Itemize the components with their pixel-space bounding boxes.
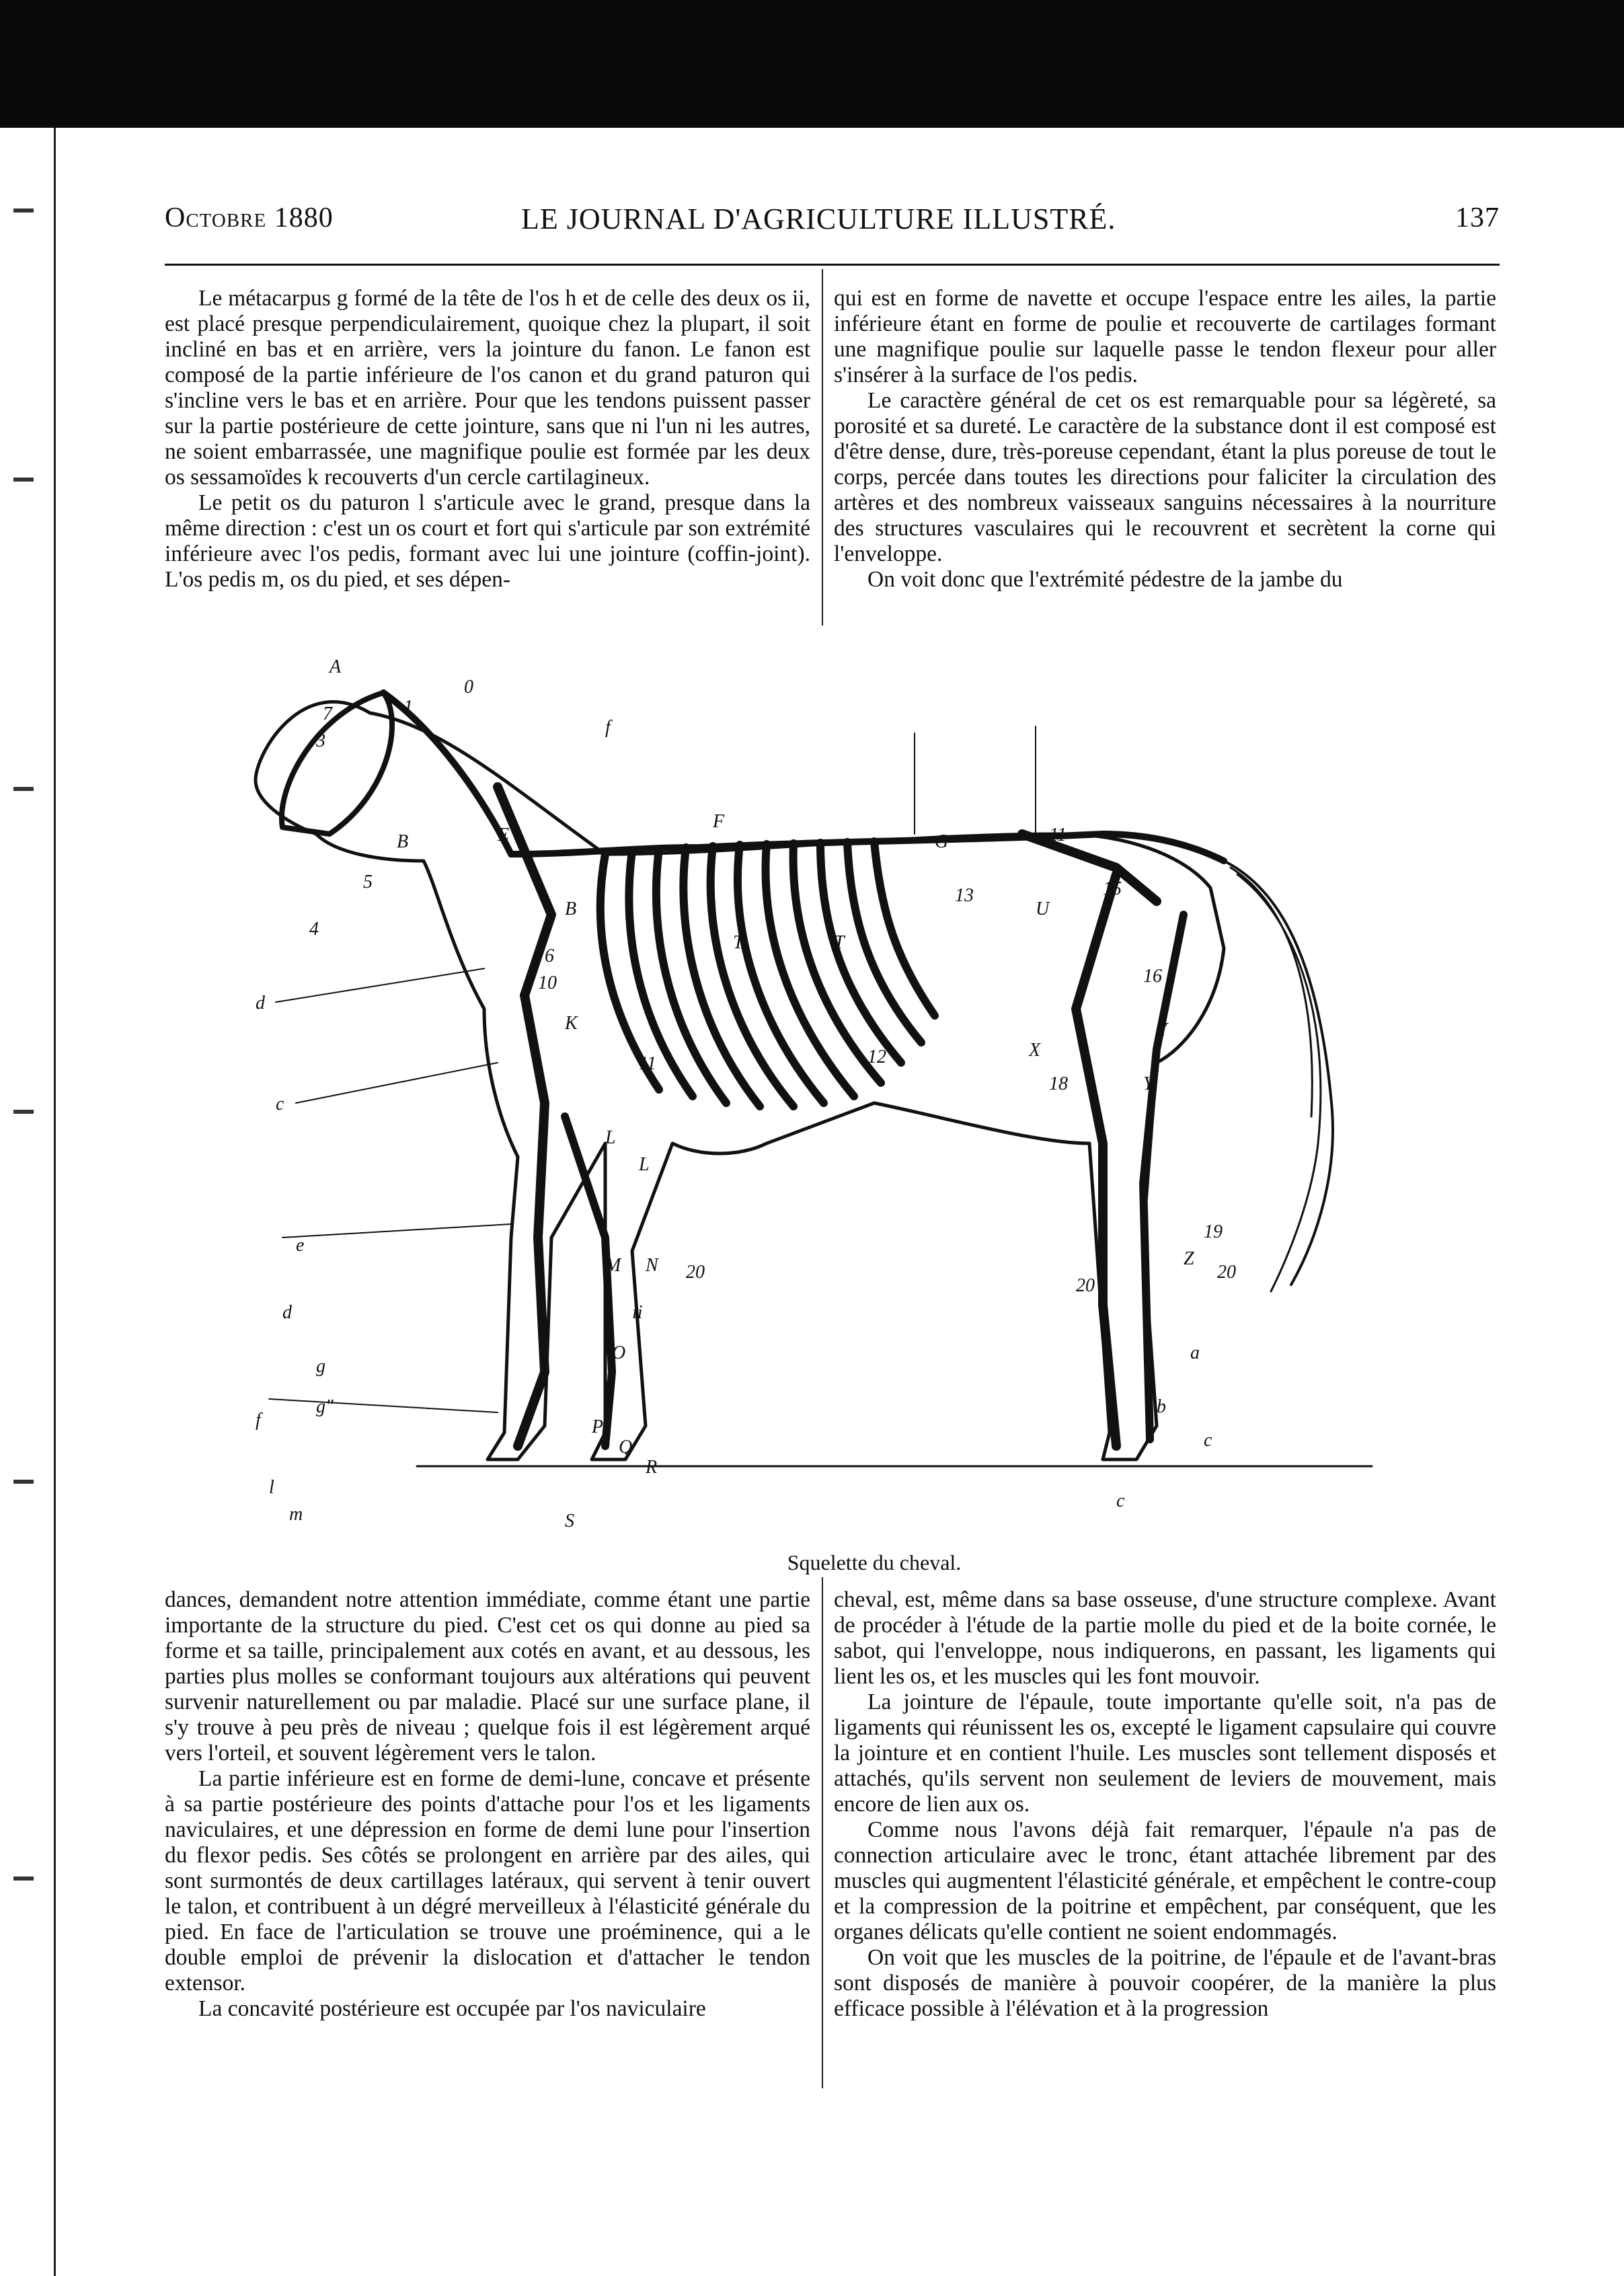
svg-text:ii: ii (632, 1302, 643, 1323)
hindleg-bones (1076, 874, 1116, 1446)
svg-text:16: 16 (1143, 966, 1162, 987)
figure-caption: Squelette du cheval. (787, 1550, 962, 1575)
svg-text:c: c (276, 1094, 284, 1114)
header-rule (165, 264, 1500, 266)
journal-title: LE JOURNAL D'AGRICULTURE ILLUSTRÉ. (521, 202, 1116, 235)
svg-text:10: 10 (538, 973, 557, 993)
svg-text:d: d (282, 1302, 292, 1323)
paragraph: cheval, est, même dans sa base osseuse, d'une structure complexe. Avant de procéder à l'étude de la partie molle du pied et de la boite cornée, le sabot, qui l'enveloppe, nous indiquerons, en passant, les ligaments qui lient les os, et les muscles qui les font mouvoir. (834, 1587, 1496, 1689)
svg-text:1: 1 (403, 697, 413, 718)
horse-skeleton-figure (229, 632, 1466, 1537)
svg-text:O: O (612, 1342, 626, 1363)
svg-text:b: b (1157, 1396, 1166, 1417)
svg-text:m: m (289, 1504, 303, 1525)
svg-text:15: 15 (1103, 878, 1122, 899)
svg-text:20: 20 (1217, 1262, 1236, 1283)
svg-text:B: B (397, 831, 409, 852)
svg-text:20: 20 (686, 1262, 705, 1283)
svg-text:5: 5 (363, 872, 373, 893)
svg-text:c: c (1116, 1490, 1125, 1511)
svg-text:a: a (1190, 1342, 1200, 1363)
svg-text:e: e (296, 1235, 305, 1256)
svg-text:19: 19 (1204, 1221, 1223, 1242)
header-date: Octobre 1880 (165, 202, 334, 233)
paragraph: On voit donc que l'extrémité pédestre de la jambe du (867, 567, 1343, 592)
scapula (498, 787, 551, 995)
paragraph: La jointure de l'épaule, toute importante qu'elle soit, n'a pas de ligaments qui réunissent les os, excepté le ligament capsulaire qui couvre la jointure et en contient l'huile. Les muscles sont tellement disposés et attachés, qu'ils servent non seulement de leviers de mouvement, mais encore de lien aux os. (834, 1690, 1496, 1817)
svg-text:T: T (834, 932, 845, 953)
svg-text:11: 11 (639, 1053, 656, 1074)
scan-left-edge (0, 128, 56, 2276)
svg-text:R: R (646, 1457, 658, 1478)
svg-text:A: A (330, 656, 342, 677)
paragraph: Le petit os du paturon l s'articule avec le grand, presque dans la même direction : c'est un os court et fort qui s'articule par son extrémité inférieure avec l'os pedis, formant avec lui une jointure (coffin-joint). L'os pedis m, os du pied, et ses dépen- (165, 490, 811, 592)
column-divider (822, 269, 823, 625)
svg-text:F: F (713, 811, 725, 832)
svg-text:20: 20 (1076, 1275, 1095, 1296)
svg-text:l: l (269, 1477, 274, 1498)
svg-text:g": g" (316, 1396, 334, 1417)
paragraph: Le métacarpus g formé de la tête de l'os h et de celle des deux os ii, est placé presque perpendiculairement, quoique chez la plupart, il soit incliné en bas et en arrière, vers la jointure du fanon. Le fanon est composé de la partie inférieure de l'os canon et du grand paturon qui s'incline vers le bas et en arrière. Pour que les tendons puissent passer sur la partie postérieure de cette jointure, sans que ni l'un ni les autres, ne soient embarrassée, une magnifique poulie est formée par les deux os sessamoïdes k recouverts d'un cercle cartilagineux. (165, 286, 810, 490)
paragraph: La concavité postérieure est occupée par l'os naviculaire (198, 1996, 706, 2021)
svg-text:6: 6 (545, 946, 554, 966)
column-bottom-right (834, 1587, 1496, 2022)
paragraph: On voit que les muscles de la poitrine, de l'épaule et de l'avant-bras sont disposés de manière à pouvoir coopérer, de la manière la plus efficace possible à l'élévation et à la progression (834, 1945, 1496, 2021)
paragraph: La partie inférieure est en forme de demi-lune, concave et présente à sa partie postérieure des points d'attache pour l'os et les ligaments naviculaires, et une dépression en forme de demi lune pour l'insertion du flexor pedis. Ses côtés se prolongent en arrière par des ailes, qui sont surmontés de deux cartillages latéraux, qui servent à tenir ouvert le talon, et contribuent à un dégré merveilleux à l'élasticité générale du pied. En face de l'articulation se trouve une proéminence, qui a le double emploi de prévenir la dislocation et d'attacher le tendon extensor. (165, 1766, 810, 1996)
page-number: 137 (1455, 202, 1500, 233)
paragraph: Comme nous l'avons déjà fait remarquer, l'épaule n'a pas de connection articulaire avec le tronc, étant attachée librement par des muscles qui augmentent l'élasticité générale, et empêchent le contre-coup et la compression de la poitrine et empêchent, par conséquent, que les organes délicats qu'elle contient ne soient endommagés. (834, 1817, 1496, 1944)
column-bottom-left (165, 1587, 810, 2022)
svg-text:B: B (565, 899, 577, 919)
column-top-left (165, 286, 810, 593)
svg-text:c: c (1204, 1430, 1212, 1451)
svg-text:L: L (605, 1127, 616, 1148)
running-header (165, 195, 1500, 249)
svg-text:Q: Q (619, 1437, 633, 1457)
svg-text:0: 0 (464, 677, 473, 697)
svg-text:E: E (498, 825, 510, 845)
svg-text:G: G (935, 831, 949, 852)
svg-text:S: S (565, 1511, 574, 1531)
paragraph: Le caractère général de cet os est remarquable pour sa légèreté, sa porosité et sa dureté. Le caractère de la substance dont il est composé est d'être dense, dure, très-poreuse cependant, étant la plus poreuse de tout le corps, percée dans toutes les directions pour faliciter la circulation des artères et des nombreux vaisseaux sanguins nécessaires à la nourriture des structures vasculaires qui le recouvrent et secrètent la corne qui l'enveloppe. (834, 388, 1496, 566)
paragraph: dances, demandent notre attention immédiate, comme étant une partie importante de la structure du pied. C'est cet os qui donne au pied sa forme et sa taille, principalement aux cotés en avant, et au dessous, les parties plus molles se conformant toujours aux altérations qui peuvent survenir naturellement ou par maladie. Placé sur une surface plane, il s'y trouve à peu près de niveau ; quelque fois il est légèrement arqué vers l'orteil, et souvent légèrement vers le talon. (165, 1587, 810, 1766)
svg-text:Y: Y (1157, 1020, 1167, 1040)
svg-text:X: X (1029, 1040, 1041, 1061)
svg-text:3: 3 (316, 730, 325, 751)
svg-text:Z: Z (1184, 1248, 1194, 1269)
svg-text:4: 4 (309, 919, 319, 940)
svg-text:13: 13 (955, 885, 974, 906)
svg-text:P: P (592, 1416, 604, 1437)
svg-text:18: 18 (1049, 1073, 1068, 1094)
column-top-right (834, 286, 1496, 593)
svg-text:U: U (1036, 899, 1050, 919)
svg-text:g: g (316, 1356, 325, 1377)
svg-text:K: K (565, 1013, 578, 1034)
scan-top-band (0, 0, 1624, 128)
tail-hair (1224, 861, 1333, 1285)
svg-text:d: d (256, 993, 265, 1014)
svg-text:N: N (646, 1255, 658, 1276)
svg-text:Y: Y (1143, 1073, 1154, 1094)
svg-text:12: 12 (867, 1047, 886, 1067)
svg-text:M: M (605, 1255, 621, 1276)
paragraph: qui est en forme de navette et occupe l'espace entre les ailes, la partie inférieure étant en forme de poulie et recouverte de cartilages formant une magnifique poulie sur laquelle passe le tendon flexeur pour aller s'insérer à la surface de l'os pedis. (834, 286, 1496, 387)
svg-text:T: T (733, 932, 744, 953)
svg-text:f: f (256, 1410, 261, 1431)
column-divider (822, 1577, 823, 2088)
svg-text:11: 11 (1049, 825, 1067, 845)
foreleg-bones (518, 995, 545, 1446)
svg-text:f: f (605, 717, 611, 738)
svg-text:L: L (639, 1154, 650, 1175)
vertebral-column (383, 693, 1224, 861)
svg-text:7: 7 (323, 704, 332, 724)
